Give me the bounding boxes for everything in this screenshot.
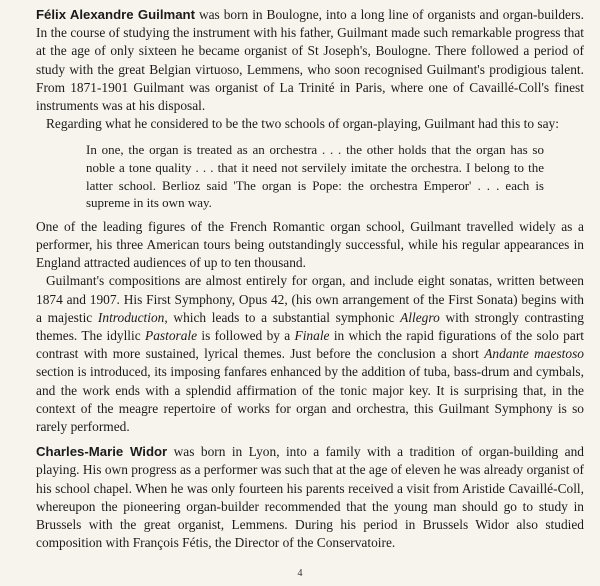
andante-maestoso-title: Andante maestoso (484, 346, 584, 362)
booklet-page-text (36, 6, 584, 552)
compositions-paragraph (36, 272, 584, 436)
widor-intro-text: was born in Lyon, into a family with a tradition of organ-building and playing. His own progress as a performer was such that at the age of eleven he was already organist of his school chapel. When he was only fourteen his parents received a visit from Aristide Cavaillé-Coll, whereupon the pioneering organ-builder recommended that the young man should go to study in Brussels with the great organist, Lemmens. During his period in Brussels Widor also studied composition with François Fétis, the Director of the Conservatoire. (36, 444, 585, 551)
widor-intro-paragraph (36, 443, 584, 552)
guilmant-quote: In one, the organ is treated as an orchestra . . . the other holds that the organ has so noble a tone quality . . . that it need not servilely imitate the orchestra. I belong to the latter school. Berlioz said 'The organ is Pope: the orchestra Emperor' . . . each is supreme in its own way. (86, 142, 544, 211)
pastorale-title: Pastorale (145, 328, 198, 344)
allegro-title: Allegro (400, 309, 440, 325)
guilmant-intro-paragraph (36, 6, 584, 115)
compositions-text-3: with strongly contrasting themes. The idyllic (36, 309, 584, 344)
compositions-text-4: is followed by a (197, 328, 295, 344)
compositions-text-2: , which leads to a substantial symphonic (164, 309, 401, 325)
compositions-text-1: Guilmant's compositions are almost entirely for organ, and include eight sonatas, written between 1874 and 1907. His First Symphony, Opus 42, (his own arrangement of the First Sonata) begins with a majestic (36, 273, 584, 325)
leading-figure-paragraph: One of the leading figures of the French Romantic organ school, Guilmant travelled widely as a performer, his three American tours being outstandingly successful, while his regular appearances in England attracted audiences of up to ten thousand. (36, 218, 584, 271)
introduction-title: Introduction (97, 309, 165, 325)
guilmant-name: Félix Alexandre Guilmant (36, 7, 195, 22)
page-number: 4 (297, 568, 303, 579)
widor-name: Charles-Marie Widor (36, 444, 168, 460)
compositions-text-6: section is introduced, its imposing fanfares enhanced by the addition of tuba, bass-drum and cymbals, and the work ends with a splendid affirmation of the tonic major key. It is surprising that, in the context of the meagre repertoire of works for organ and orchestra, this Guilmant Symphony is so rarely performed. (36, 364, 584, 435)
schools-paragraph: Regarding what he considered to be the two schools of organ-playing, Guilmant had this to say: (46, 116, 559, 132)
guilmant-intro-text: was born in Boulogne, into a long line of organists and organ-builders. In the course of studying the instrument with his father, Guilmant made such remarkable progress that at the age of only sixteen he became organist of St Joseph's, Boulogne. There followed a period of study with the great Belgian virtuoso, Lemmens, who soon recognised Guilmant's prodigious talent. From 1871-1901 Guilmant was organist of La Trinité in Paris, where one of Cavaillé-Coll's finest instruments was at his disposal. (36, 7, 584, 114)
compositions-text-5: in which the rapid figurations of the solo part contrast with more sustained, lyrical themes. Just before the conclusion a short (36, 328, 584, 362)
finale-title: Finale (294, 328, 330, 344)
